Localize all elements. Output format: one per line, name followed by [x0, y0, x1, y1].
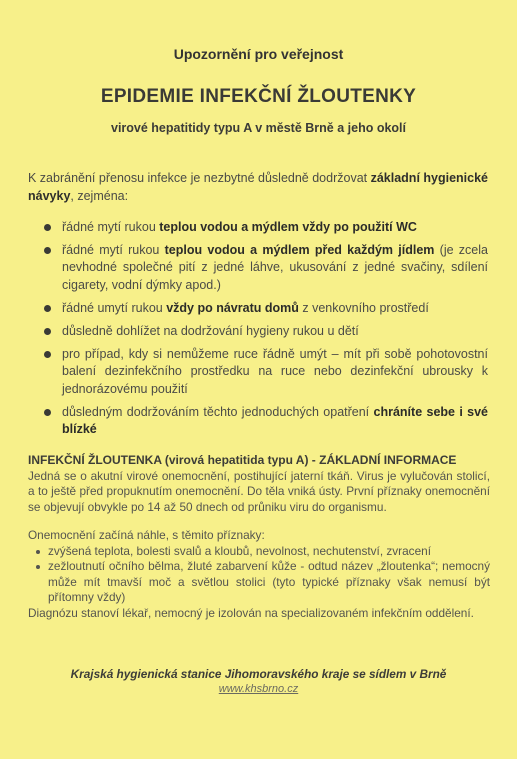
website-link[interactable]: www.khsbrno.cz	[218, 683, 299, 695]
bullet-icon	[44, 224, 51, 231]
intro-bold: základní hygienické návyky	[28, 171, 489, 203]
symptom-text: zežloutnutí očního bělma, žluté zabarvení kůže - odtud název „žloutenka“; nemocný může mít tmavší moč a světlou stolici (tyto typické příznaky však nemusí být přítomny vždy)	[48, 559, 490, 604]
rule-item	[44, 242, 488, 294]
bullet-icon	[44, 351, 51, 358]
rule-text: pro případ, kdy si nemůžeme ruce řádně umýt – mít při sobě pohotovostní balení dezinfekčního prostředku na ruce nebo dezinfekční ubrousky k jednorázovému použití	[62, 347, 488, 396]
info-paragraph: Jedná se o akutní virové onemocnění, postihující jaterní tkáň. Virus je vylučován stolicí, a to ještě před propuknutím onemocnění. Do těla vniká ústy. První příznaky onemocnění se objevují obvykle po 14 až 50 dnech od průniku viru do organismu.	[28, 468, 490, 514]
intro-paragraph	[28, 169, 488, 205]
footer-organization: Krajská hygienická stanice Jihomoravského kraje se sídlem v Brně	[70, 667, 447, 681]
basic-info-section	[28, 453, 490, 621]
rule-text: důsledně dohlížet na dodržování hygieny rukou u dětí	[62, 324, 359, 339]
diagnosis-paragraph: Diagnózu stanoví lékař, nemocný je izolován na specializovaném infekčním oddělení.	[28, 605, 474, 620]
page-title: EPIDEMIE INFEKČNÍ ŽLOUTENKY	[100, 86, 417, 107]
rule-text-after: (je zcela nevhodné společné pití z jedné láhve, ukusování z jedné svačiny, sdílení cigarety, vodní dýmky apod.)	[62, 243, 488, 292]
hygiene-rules-list	[44, 219, 488, 444]
rule-text: řádné mytí rukou	[62, 220, 160, 234]
bullet-icon	[36, 550, 40, 554]
rule-text-after: z venkovního prostředí	[298, 300, 429, 315]
bullet-icon	[44, 305, 51, 312]
rule-bold: teplou vodou a mýdlem vždy po použití WC	[159, 220, 417, 234]
symptoms-intro: Onemocnění začíná náhle, s těmito příznaky:	[28, 528, 265, 542]
rule-item	[44, 219, 488, 236]
rule-text: důsledným dodržováním těchto jednoduchých opatření	[62, 404, 374, 419]
symptoms-block	[28, 528, 490, 606]
bullet-icon	[36, 565, 40, 569]
intro-text: K zabránění přenosu infekce je nezbytné důsledně dodržovat	[28, 171, 371, 185]
symptoms-list	[28, 544, 490, 606]
rule-bold: teplou vodou a mýdlem před každým jídlem	[164, 243, 435, 258]
symptom-item	[28, 544, 490, 560]
rule-item	[44, 346, 488, 398]
bullet-icon	[44, 409, 51, 416]
bullet-icon	[44, 247, 51, 254]
footer	[0, 667, 517, 695]
rule-text: řádné mytí rukou	[62, 243, 165, 258]
symptom-item	[28, 559, 490, 606]
rule-text: řádné umytí rukou	[62, 300, 167, 315]
rule-item	[44, 323, 488, 340]
intro-tail: , zejména:	[70, 189, 129, 203]
bullet-icon	[44, 328, 51, 335]
symptom-text: zvýšená teplota, bolesti svalů a kloubů, nevolnost, nechutenství, zvracení	[48, 543, 431, 558]
rule-bold: vždy po návratu domů	[166, 300, 299, 315]
rule-item	[44, 404, 488, 438]
page-subtitle: virové hepatitidy typu A v městě Brně a jeho okolí	[111, 121, 406, 135]
header-note: Upozornění pro veřejnost	[173, 46, 344, 62]
rule-bold: chráníte sebe i své blízké	[62, 404, 488, 437]
rule-item	[44, 300, 488, 317]
info-heading: INFEKČNÍ ŽLOUTENKA (virová hepatitida typu A) - ZÁKLADNÍ INFORMACE	[28, 453, 457, 467]
